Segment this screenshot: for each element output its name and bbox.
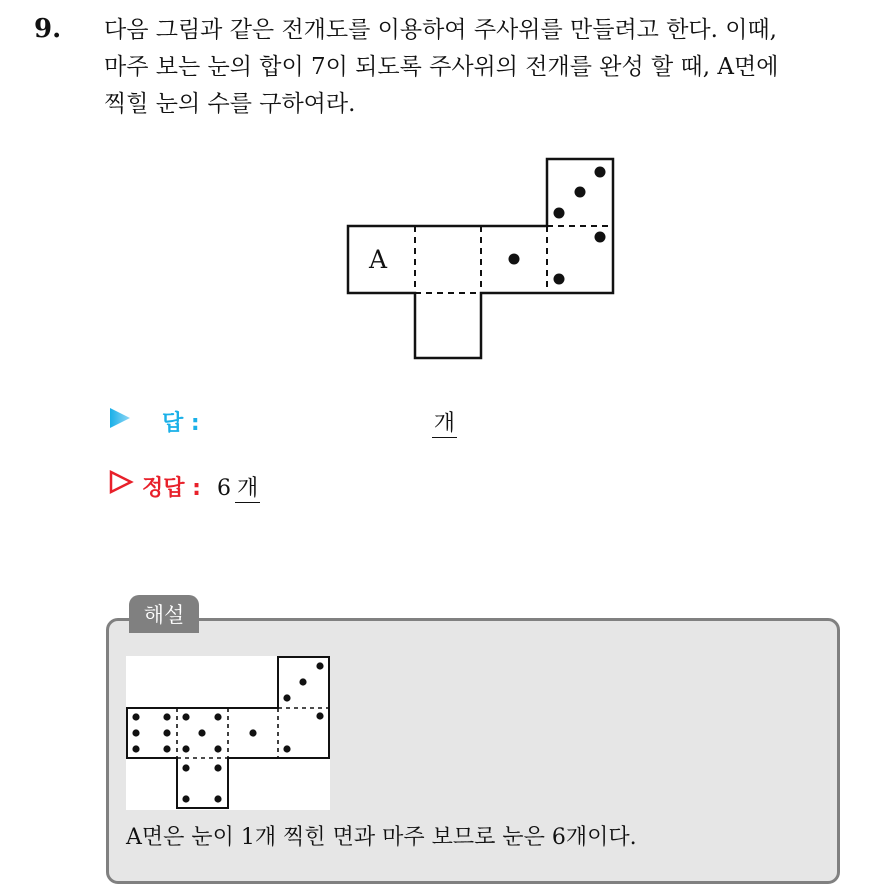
correct-label: 정답 : bbox=[142, 476, 201, 501]
answer-unit: 개 bbox=[433, 411, 455, 436]
pip bbox=[595, 232, 606, 243]
answer-row bbox=[108, 406, 457, 438]
question-line-1: 다음 그림과 같은 전개도를 이용하여 주사위를 만들려고 한다. 이때, bbox=[104, 17, 777, 43]
pip bbox=[554, 208, 565, 219]
pip bbox=[554, 274, 565, 285]
question-line-3: 찍힐 눈의 수를 구하여라. bbox=[104, 91, 356, 117]
pip bbox=[509, 254, 520, 265]
question-line-2: 마주 보는 눈의 합이 7이 되도록 주사위의 전개를 완성 할 때, A면에 bbox=[104, 54, 779, 80]
pip bbox=[595, 167, 606, 178]
solution-text: A면은 눈이 1개 찍힌 면과 마주 보므로 눈은 6개이다. bbox=[126, 825, 637, 850]
solved-die-net bbox=[126, 656, 330, 810]
answer-label: 답 : bbox=[162, 411, 200, 436]
question-text bbox=[104, 12, 874, 123]
correct-arrow-icon bbox=[108, 469, 134, 495]
correct-value: 6 bbox=[216, 476, 231, 501]
question-number: 9. bbox=[34, 14, 62, 44]
pip bbox=[575, 187, 586, 198]
die-net-figure bbox=[345, 156, 617, 362]
face-a-label: A bbox=[369, 245, 388, 274]
correct-unit: 개 bbox=[236, 476, 259, 501]
solution-figure bbox=[126, 656, 330, 810]
correct-answer-row bbox=[108, 469, 260, 503]
solution-tab: 해설 bbox=[129, 595, 199, 633]
answer-arrow-icon bbox=[108, 406, 132, 430]
